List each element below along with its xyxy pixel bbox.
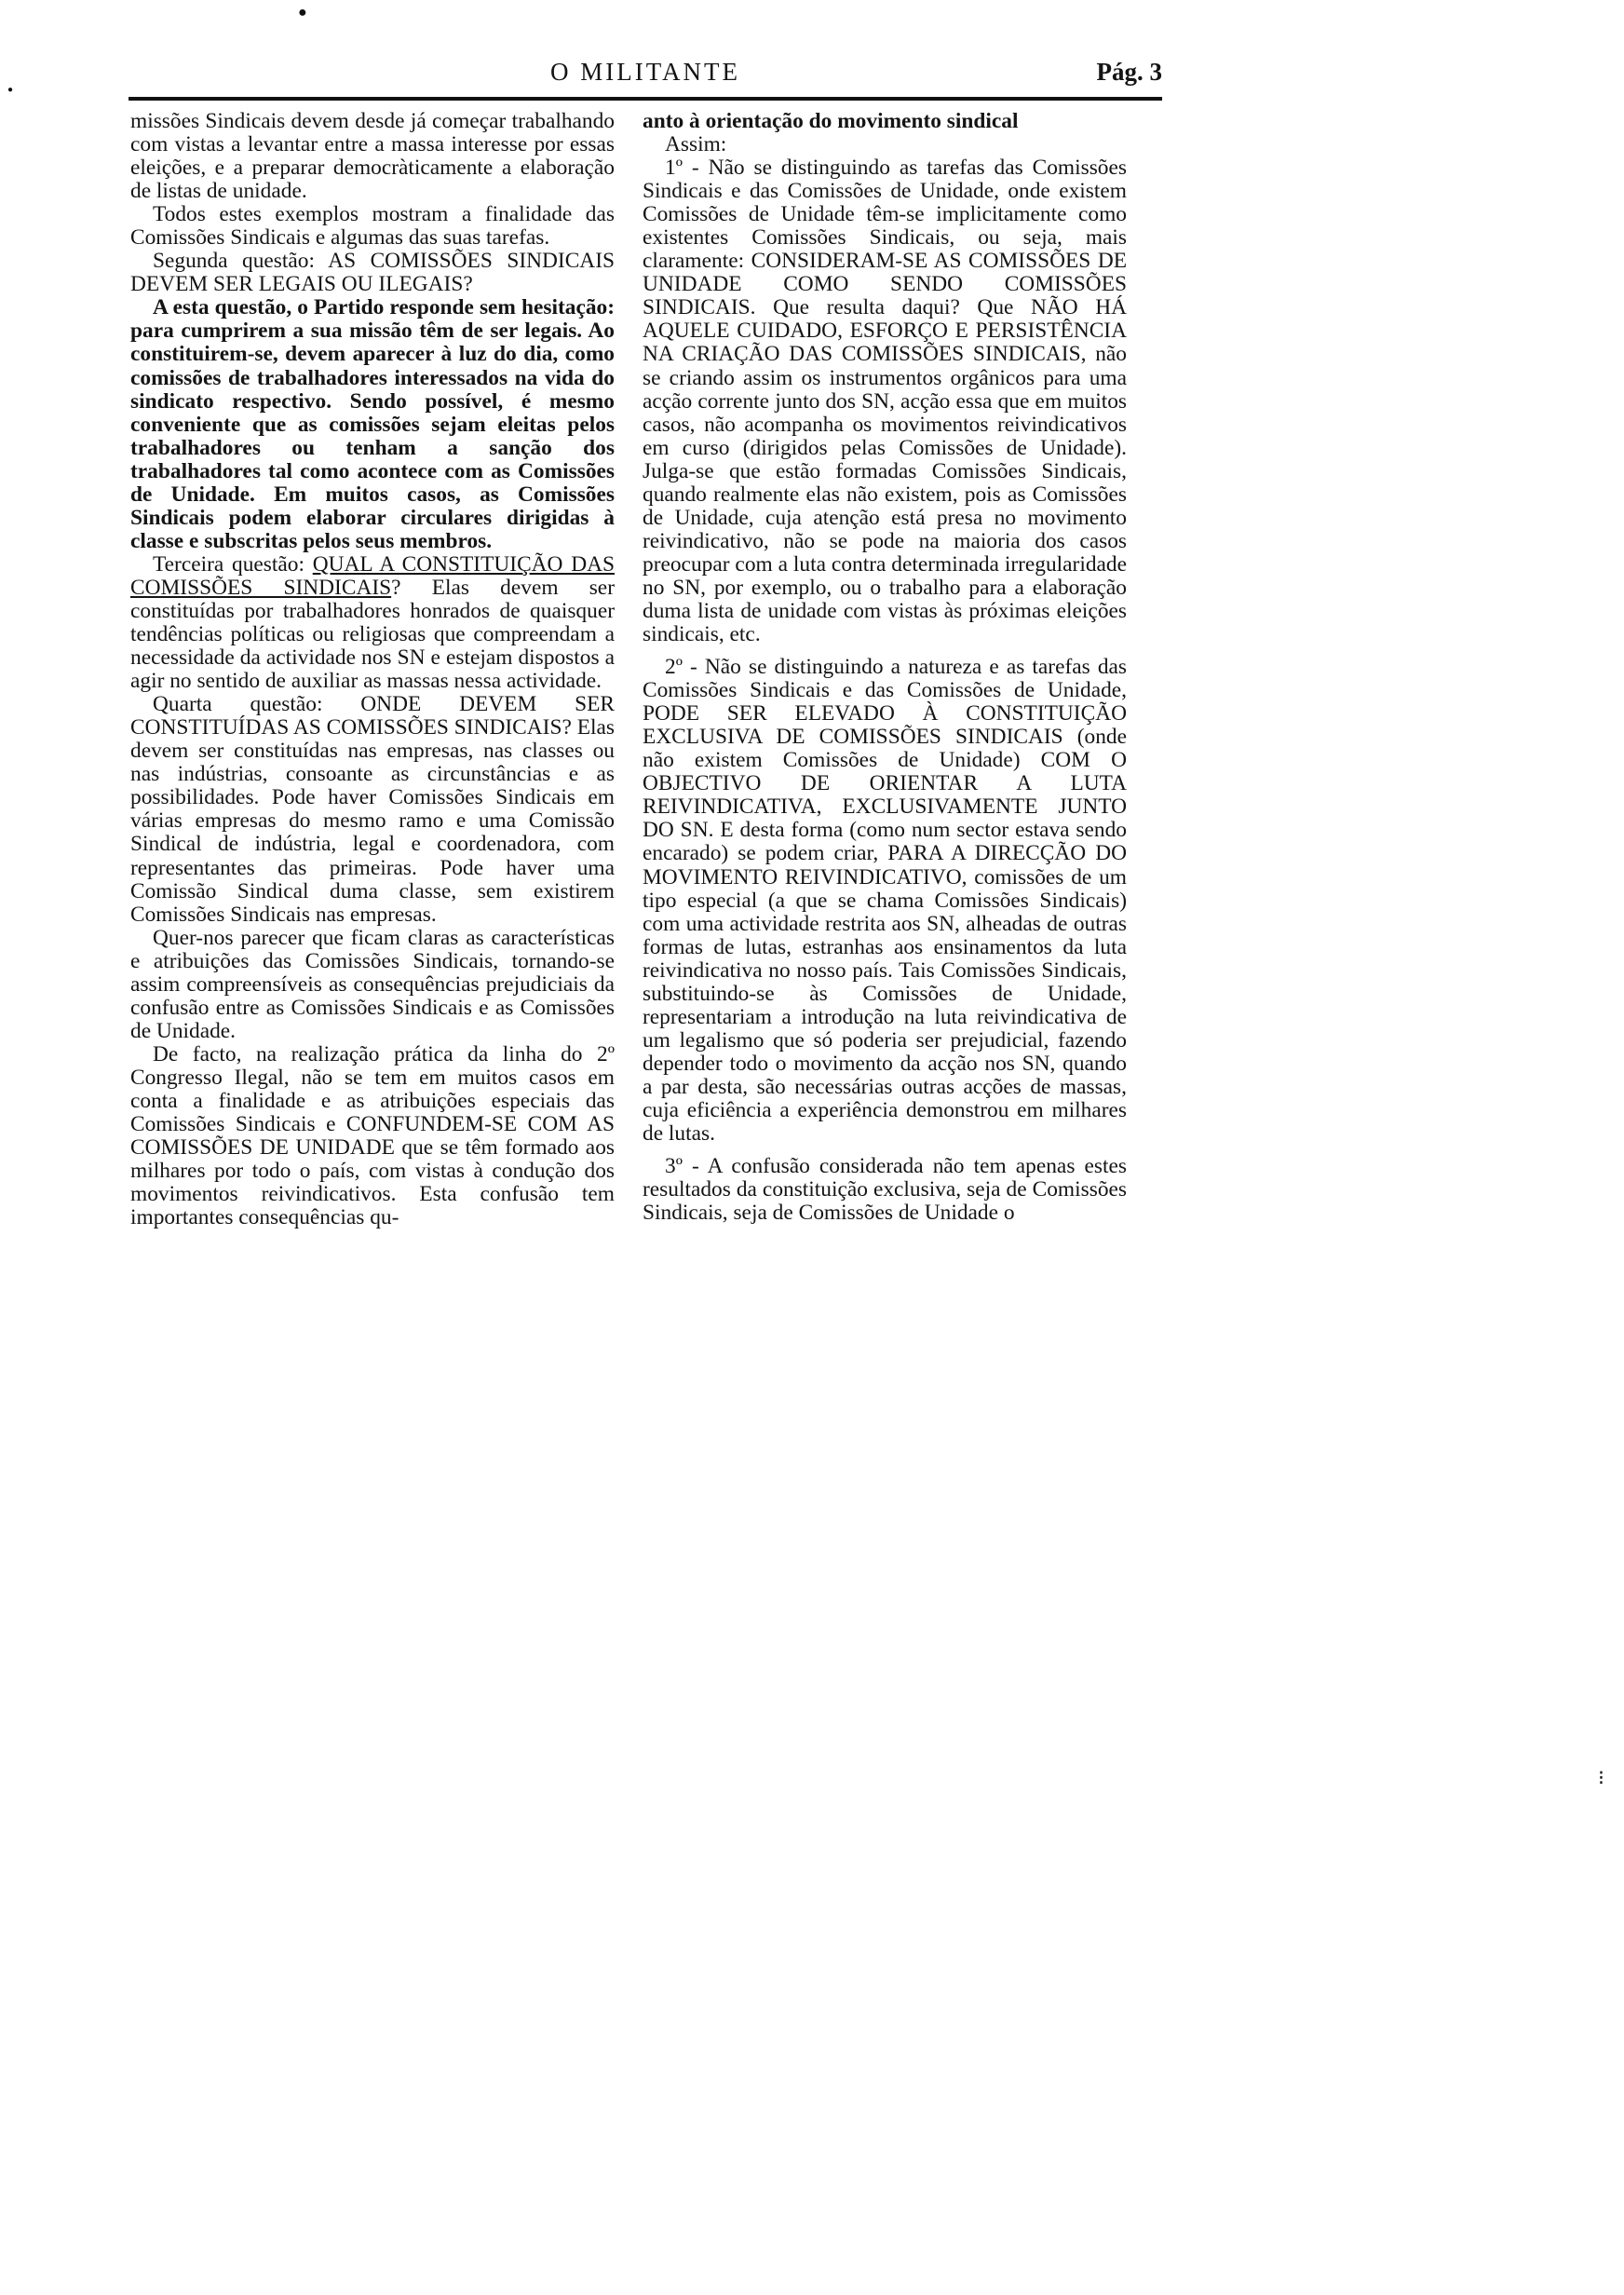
paragraph: Segunda questão: AS COMISSÕES SINDICAIS DEVEM SER LEGAIS OU ILEGAIS?: [130, 249, 615, 297]
newspaper-title: O MILITANTE: [549, 58, 741, 86]
paragraph: Assim:: [665, 132, 727, 157]
paragraph: Terceira questão: QUAL A CONSTITUIÇÃO DAS COMISSÕES SINDICAIS? Elas devem ser constituídas por trabalhadores honrados de quaisquer tendências políticas ou religiosas que compreendam a necessidade da actividade nos SN e estejam dispostos a agir no sentido de auxiliar as massas nessa actividade.: [130, 551, 615, 694]
page-header: [129, 56, 1162, 101]
right-column: [643, 110, 1127, 1225]
paragraph: 3º - A confusão considerada não tem apenas estes resultados da constituição exclusiva, seja de Comissões Sindicais, seja de Comissões de Unidade o: [643, 1154, 1127, 1226]
paragraph: 1º - Não se distinguindo as tarefas das Comissões Sindicais e das Comissões de Unidade, onde existem Comissões de Unidade têm-se implicitamente como existentes Comissões Sindicais, ou seja, mais claramente: CONSIDERAM-SE AS COMISSÕES DE UNIDADE COMO SENDO COMISSÕES SINDICAIS. Que resulta daqui? Que NÃO HÁ AQUELE CUIDADO, ESFORÇO E PERSISTÊNCIA NA CRIAÇÃO DAS COMISSÕES SINDICAIS, não se criando assim os instrumentos orgânicos para uma acção corrente junto dos SN, acção essa que em muitos casos, não acompanha os movimentos reivindicativos em curso (dirigidos pelas Comissões de Unidade). Julga-se que estão formadas Comissões Sindicais, quando realmente elas não existem, pois as Comissões de Unidade, cuja atenção está presa no movimento reivindicativo, não se pode na maioria dos casos preocupar com a luta contra determinada irregularidade no SN, por exemplo, ou o trabalho para a elaboração duma lista de unidade com vistas às próximas eleições sindicais, etc.: [643, 156, 1127, 647]
paragraph: Quarta questão: ONDE DEVEM SER CONSTITUÍDAS AS COMISSÕES SINDICAIS? Elas devem ser constituídas nas empresas, nas classes ou nas indústrias, consoante as circunstâncias e as possibilidades. Pode haver Comissões Sindicais em várias empresas do mesmo ramo e uma Comissão Sindical de indústria, legal e coordenadora, com representantes das primeiras. Pode haver uma Comissão Sindical duma classe, sem existirem Comissões Sindicais nas empresas.: [130, 692, 615, 927]
ink-speck: ●: [7, 85, 14, 95]
page-number: Pág. 3: [1096, 58, 1162, 86]
ink-speck: ●: [298, 5, 307, 20]
paragraph: De facto, na realização prática da linha do 2º Congresso Ilegal, não se tem em muitos casos em conta a finalidade e as atribuições especiais das Comissões Sindicais e CONFUNDEM-SE COM AS COMISSÕES DE UNIDADE que se têm formado aos milhares por todo o país, com vistas à condução dos movimentos reivindicativos. Esta confusão tem importantes consequências qu-: [130, 1041, 615, 1230]
paragraph: anto à orientação do movimento sindical: [643, 109, 1019, 133]
header-rule: [129, 97, 1162, 101]
left-column: [130, 110, 615, 1229]
paragraph: Quer-nos parecer que ficam claras as características e atribuições das Comissões Sindicais, tornando-se assim compreensíveis as consequências prejudiciais da confusão entre as Comissões Sindicais e as Comissões de Unidade.: [130, 925, 615, 1043]
paragraph: A esta questão, o Partido responde sem hesitação: para cumprirem a sua missão têm de ser legais. Ao constituirem-se, devem aparecer à luz do dia, como comissões de trabalhadores interessados na vida do sindicato respectivo. Sendo possível, é mesmo conveniente que as comissões sejam eleitas pelos trabalhadores ou tenham a sanção dos trabalhadores tal como acontece com as Comissões de Unidade. Em muitos casos, as Comissões Sindicais podem elaborar circulares dirigidas à classe e subscritas pelos seus membros.: [130, 295, 615, 553]
edge-mark: ⁝: [1598, 1766, 1604, 1789]
paragraph: 2º - Não se distinguindo a natureza e as tarefas das Comissões Sindicais e das Comissões de Unidade, PODE SER ELEVADO À CONSTITUIÇÃO EXCLUSIVA DE COMISSÕES SINDICAIS (onde não existem Comissões de Unidade) COM O OBJECTIVO DE ORIENTAR A LUTA REIVINDICATIVA, EXCLUSIVAMENTE JUNTO DO SN. E desta forma (como num sector estava sendo encarado) se podem criar, PARA A DIRECÇÃO DO MOVIMENTO REIVINDICATIVO, comissões de um tipo especial (a que se chama Comissões Sindicais) com uma actividade restrita aos SN, alheadas de outras formas de lutas, estranhas aos ensinamentos da luta reivindicativa no nosso país. Tais Comissões Sindicais, substituindo-se às Comissões de Unidade, representariam a introdução na luta reivindicativa de um legalismo que só poderia ser prejudicial, fazendo depender todo o movimento da acção nos SN, quando a par desta, são necessárias outras acções de massas, cuja eficiência a experiência demonstrou em milhares de lutas.: [643, 655, 1127, 1147]
paragraph: Todos estes exemplos mostram a finalidade das Comissões Sindicais e algumas das suas tarefas.: [130, 202, 615, 251]
paragraph: missões Sindicais devem desde já começar trabalhando com vistas a levantar entre a massa interesse por essas eleições, e a preparar democràticamente a elaboração de listas de unidade.: [130, 109, 615, 204]
